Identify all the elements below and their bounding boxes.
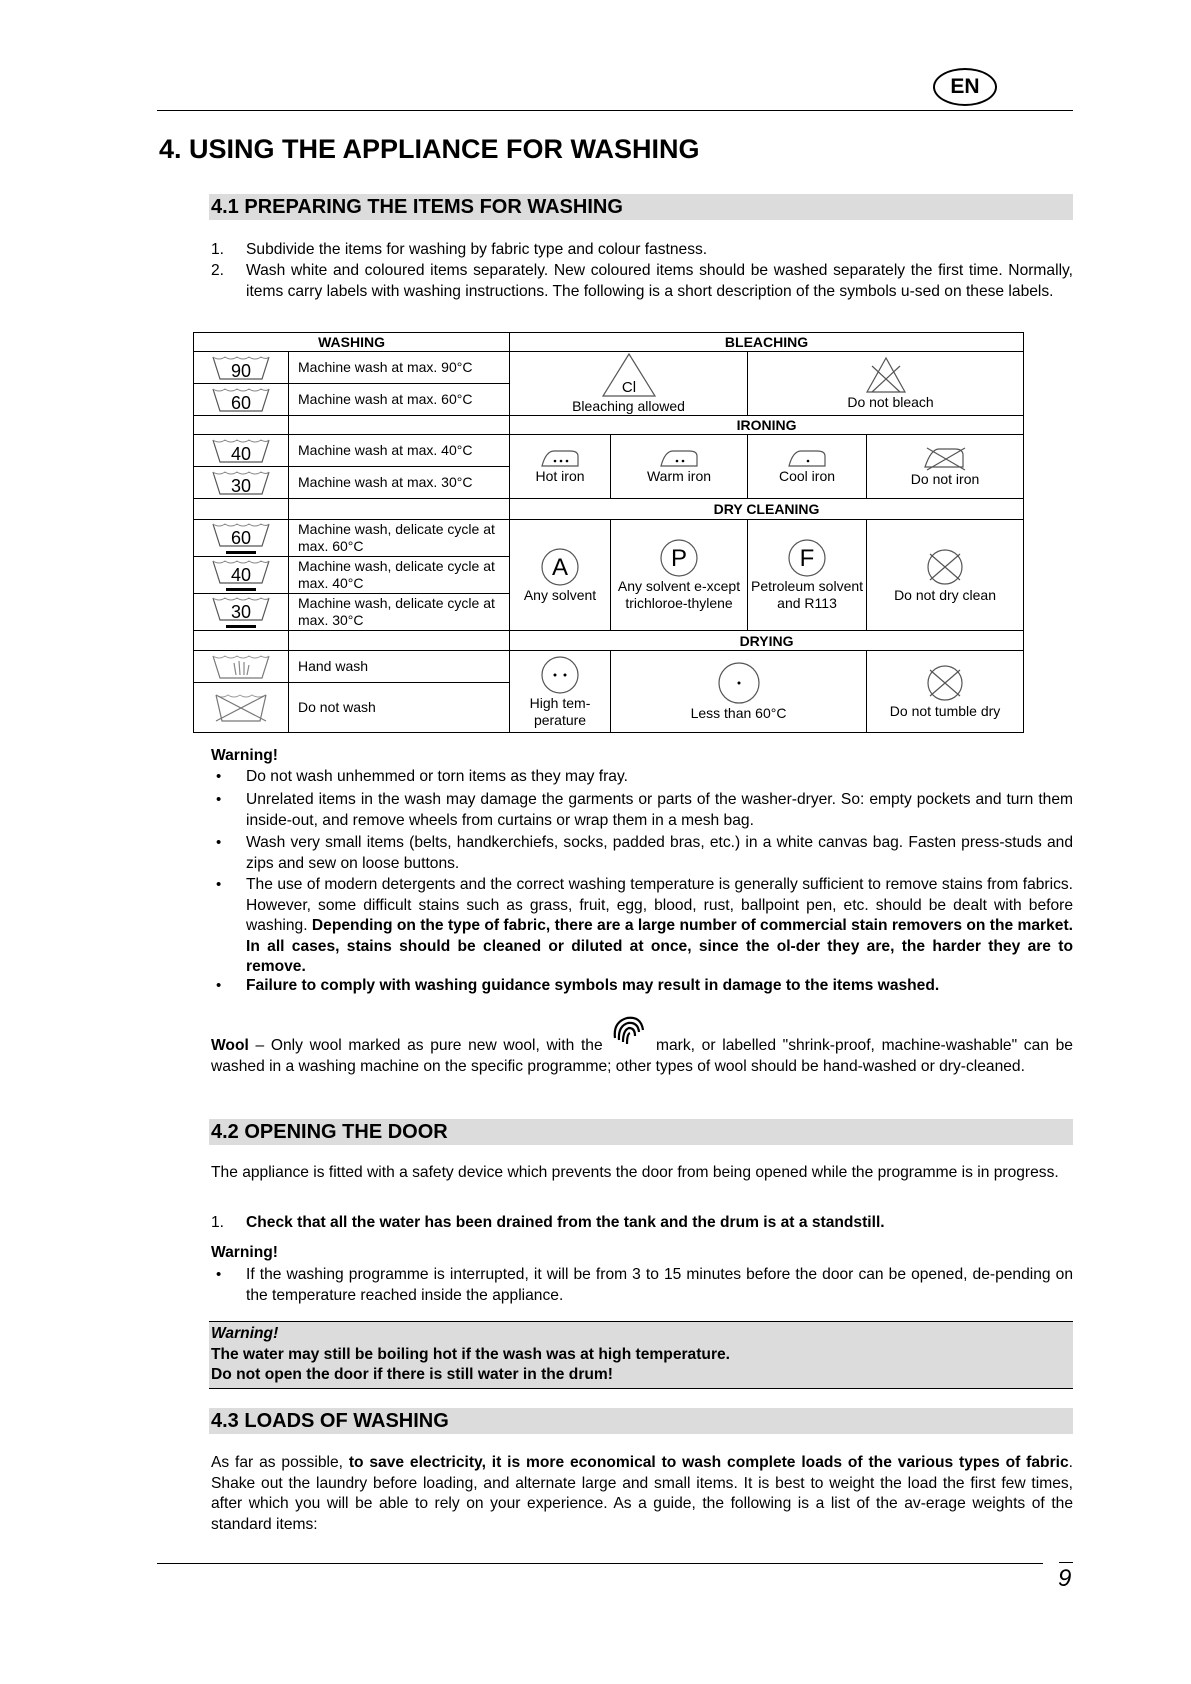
less-than-60-cell	[611, 651, 867, 733]
no-iron-icon	[921, 445, 969, 471]
empty-cell	[194, 631, 289, 651]
solvent-f-label: Petroleum solvent and R113	[750, 578, 864, 611]
any-solvent-cell	[510, 520, 611, 631]
less-than-60-label: Less than 60°C	[690, 705, 787, 721]
wash-90-temp: 90	[230, 360, 252, 381]
delicate-40-icon	[194, 557, 289, 594]
warning-bullet	[246, 875, 1073, 978]
cool-iron-icon	[785, 448, 829, 468]
list-item-text: Subdivide the items for washing by fabric type and colour fastness.	[246, 241, 708, 258]
top-divider	[157, 110, 1073, 111]
door-step-text: Check that all the water has been drained from the tank and the drum is at a standstill.	[246, 1214, 885, 1231]
bullet-dot: •	[216, 977, 222, 994]
box-warning-line: Do not open the door if there is still water in the drum!	[211, 1366, 613, 1383]
dry-clean-f-icon	[787, 538, 827, 578]
empty-cell	[289, 416, 510, 435]
warning-title: Warning!	[211, 747, 278, 764]
warning-bullet: Failure to comply with washing guidance symbols may result in damage to the items washed.	[246, 977, 940, 994]
loads-bold: to save electricity, it is more economical to wash complete loads of the various types of fabric	[348, 1454, 1069, 1471]
delicate-40-temp: 40	[230, 565, 252, 585]
tumble-dry-high-icon	[540, 655, 580, 695]
bullet-dot: •	[216, 1266, 222, 1283]
wool-label: Wool	[211, 1037, 249, 1054]
page-number-rule	[1059, 1562, 1073, 1563]
stain-remover-note: Depending on the type of fabric, there are a large number of commercial stain removers on the market. In all cases, stains should be cleaned or diluted at once, since the ol-der they are, the harder they are to remove.	[246, 917, 1073, 975]
list-number: 1.	[211, 1214, 225, 1231]
empty-cell	[289, 631, 510, 651]
delicate-60-icon	[194, 520, 289, 557]
warm-iron-icon	[657, 448, 701, 468]
wash-60-temp: 60	[230, 392, 252, 413]
cool-iron-label: Cool iron	[779, 468, 836, 484]
svg-text:A: A	[552, 553, 569, 581]
no-bleach-icon	[864, 356, 908, 394]
bottom-divider	[157, 1563, 1043, 1564]
wash-30-label: Machine wash at max. 30°C	[289, 467, 510, 499]
no-tumble-dry-icon	[923, 663, 967, 703]
stain-text: The use of modern detergents and the correct washing temperature is generally sufficient to remove stains from fabrics. However, some difficult stains such as grass, fruit, egg, blood, rust, ballpoint pen, etc. should be dealt with before washing.	[246, 876, 1073, 934]
bullet-dot: •	[216, 768, 222, 785]
bullet-dot: •	[216, 834, 222, 851]
delicate-30-label: Machine wash, delicate cycle at max. 30°C	[289, 594, 510, 631]
wash-30-icon	[194, 467, 289, 499]
do-not-tumble-dry-cell	[867, 651, 1024, 733]
woolmark-icon	[609, 1032, 649, 1052]
page-number: 9	[1058, 1565, 1072, 1592]
wash-40-label: Machine wash at max. 40°C	[289, 435, 510, 467]
section-4-1-heading: 4.1 PREPARING THE ITEMS FOR WASHING	[209, 194, 1073, 220]
warning-bullet: Do not wash unhemmed or torn items as they may fray.	[246, 768, 628, 785]
wash-60-icon	[194, 384, 289, 416]
hand-wash-icon	[194, 651, 289, 683]
section-4-2-heading: 4.2 OPENING THE DOOR	[209, 1119, 1073, 1145]
do-not-bleach-cell	[748, 352, 1024, 416]
wash-60-label: Machine wash at max. 60°C	[289, 384, 510, 416]
do-not-iron-cell	[867, 435, 1024, 499]
bleach-triangle-icon	[599, 352, 659, 398]
dry-clean-p-icon	[659, 538, 699, 578]
bullet-dot: •	[216, 876, 222, 893]
wash-40-temp: 40	[230, 443, 252, 464]
loads-rest: . Shake out the laundry before loading, and alternate large and small items. It is best to weight the load the first few times, after which you will be able to rely on your experience. As a guide, the following is a list of the av-erage weights of the standard items:	[211, 1454, 1073, 1533]
warning-bullet: If the washing programme is interrupted, it will be from 3 to 15 minutes before the door can be opened, de-pending on the temperature reached inside the appliance.	[246, 1266, 1073, 1304]
list-number: 1.	[211, 241, 225, 258]
cool-iron-cell	[748, 435, 867, 499]
solvent-p-label: Any solvent e-xcept trichloroe-thylene	[617, 578, 741, 611]
no-dry-clean-icon	[923, 547, 967, 587]
hot-iron-label: Hot iron	[535, 468, 585, 484]
do-not-wash-label: Do not wash	[289, 683, 510, 733]
delicate-30-temp: 30	[230, 602, 252, 622]
loads-paragraph	[211, 1453, 1073, 1535]
do-not-tumble-dry-label: Do not tumble dry	[889, 703, 1001, 719]
section-4-3-heading: 4.3 LOADS OF WASHING	[209, 1408, 1073, 1434]
do-not-dry-clean-cell	[867, 520, 1024, 631]
do-not-bleach-label: Do not bleach	[847, 394, 934, 410]
warning-bullet: Wash very small items (belts, handkerchiefs, socks, padded bras, etc.) in a white canvas bag. Fasten press-studs and zips and sew on loose buttons.	[246, 834, 1073, 872]
drying-header: DRYING	[510, 631, 1024, 651]
bleaching-header: BLEACHING	[510, 333, 1024, 352]
delicate-60-label: Machine wash, delicate cycle at max. 60°C	[289, 520, 510, 557]
hot-water-warning-box	[209, 1321, 1073, 1389]
solvent-p-cell	[611, 520, 748, 631]
hand-wash-label: Hand wash	[289, 651, 510, 683]
do-not-dry-clean-label: Do not dry clean	[894, 586, 997, 603]
svg-text:Cl: Cl	[621, 379, 636, 396]
delicate-60-temp: 60	[230, 528, 252, 548]
chapter-title: 4. USING THE APPLIANCE FOR WASHING	[159, 134, 700, 164]
bleaching-allowed-cell	[510, 352, 748, 416]
warm-iron-label: Warm iron	[646, 468, 712, 484]
empty-cell	[194, 499, 289, 520]
do-not-iron-label: Do not iron	[910, 471, 980, 487]
dry-clean-a-icon	[540, 547, 580, 587]
door-safety-paragraph: The appliance is fitted with a safety device which prevents the door from being opened while the programme is in progress.	[211, 1164, 1059, 1181]
language-badge: EN	[933, 68, 997, 106]
tumble-dry-low-icon	[717, 661, 761, 705]
hot-iron-icon	[538, 448, 582, 468]
any-solvent-label: Any solvent	[523, 586, 597, 603]
box-warning-line: The water may still be boiling hot if the wash was at high temperature.	[211, 1345, 731, 1363]
list-number: 2.	[211, 262, 225, 279]
bullet-dot: •	[216, 791, 222, 808]
box-warning-title: Warning!	[211, 1325, 279, 1342]
washing-header: WASHING	[194, 333, 510, 352]
svg-text:F: F	[799, 545, 815, 572]
warning-title: Warning!	[211, 1244, 278, 1261]
svg-text:P: P	[671, 545, 688, 572]
ironing-header: IRONING	[510, 416, 1024, 435]
wash-90-label: Machine wash at max. 90°C	[289, 352, 510, 384]
delicate-40-label: Machine wash, delicate cycle at max. 40°C	[289, 557, 510, 594]
solvent-f-cell	[748, 520, 867, 631]
loads-lead: As far as possible,	[211, 1454, 349, 1471]
list-item-text: Wash white and coloured items separately. New coloured items should be washed separately the first time. Normally, items carry labels with washing instructions. The following is a short description of the symbols u-sed on these labels.	[246, 262, 1073, 300]
wool-text-1: – Only wool marked as pure new wool, with the	[248, 1037, 610, 1054]
high-temperature-cell	[510, 651, 611, 733]
wash-30-temp: 30	[230, 475, 252, 496]
wool-paragraph	[211, 1032, 1073, 1077]
warning-bullet: Unrelated items in the wash may damage the garments or parts of the washer-dryer. So: empty pockets and turn them inside-out, and remove wheels from curtains or wrap them in a mesh bag.	[246, 791, 1073, 829]
hot-iron-cell	[510, 435, 611, 499]
empty-cell	[289, 499, 510, 520]
bleaching-allowed-label: Bleaching allowed	[572, 398, 685, 414]
wash-90-icon	[194, 352, 289, 384]
wool-text-2: mark, or labelled "shrink-proof, machine-washable" can be washed in a washing machine on the specific programme; other types of wool should be hand-washed or dry-cleaned.	[211, 1037, 1073, 1075]
wash-40-icon	[194, 435, 289, 467]
dry-cleaning-header: DRY CLEANING	[510, 499, 1024, 520]
delicate-30-icon	[194, 594, 289, 631]
empty-cell	[194, 416, 289, 435]
care-symbols-table	[193, 332, 1024, 733]
do-not-wash-icon	[194, 683, 289, 733]
high-temperature-label: High tem-perature	[529, 694, 591, 728]
warm-iron-cell	[611, 435, 748, 499]
